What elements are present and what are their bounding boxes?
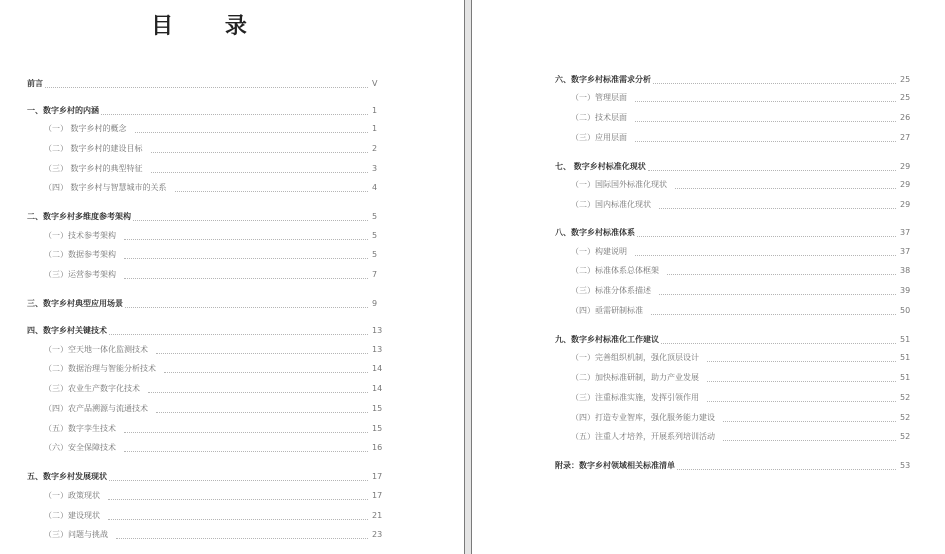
- toc-entry-page-number: 1: [372, 124, 378, 133]
- toc-entry-page-number: 50: [900, 306, 911, 315]
- toc-section-entry[interactable]: [555, 160, 914, 174]
- toc-entry-label: （六）安全保障技术: [44, 443, 116, 452]
- dot-leader: [675, 187, 896, 189]
- toc-entry-page-number: 37: [900, 247, 911, 256]
- toc-entry-page-number: 29: [900, 180, 911, 189]
- toc-entry-page-number: 13: [372, 345, 383, 354]
- dot-leader: [124, 431, 368, 433]
- toc-entry-label: 九、数字乡村标准化工作建议: [555, 335, 659, 344]
- toc-entry-page-number: 25: [900, 75, 911, 84]
- dot-leader: [151, 151, 368, 153]
- toc-entry-page-number: 23: [372, 530, 383, 539]
- toc-entry-page-number: 21: [372, 511, 383, 520]
- toc-entry-page-number: 9: [372, 299, 378, 308]
- toc-entry-label: 一、数字乡村的内涵: [27, 106, 99, 115]
- toc-entry-page-number: 5: [372, 231, 378, 240]
- toc-subsection-entry[interactable]: [44, 268, 386, 282]
- toc-subsection-entry[interactable]: [571, 351, 914, 365]
- toc-subsection-entry[interactable]: [44, 248, 386, 262]
- dot-leader: [124, 238, 368, 240]
- dot-leader: [707, 400, 896, 402]
- dot-leader: [125, 306, 368, 308]
- toc-entry-label: （二）加快标准研制，助力产业发展: [571, 373, 699, 382]
- toc-entry-label: （五）数字孪生技术: [44, 424, 116, 433]
- toc-entry-label: （二）技术层面: [571, 113, 627, 122]
- toc-entry-label: （三）注重标准实施，发挥引领作用: [571, 393, 699, 402]
- toc-entry-page-number: 53: [900, 461, 911, 470]
- toc-entry-page-number: 51: [900, 335, 911, 344]
- dot-leader: [108, 518, 368, 520]
- toc-entry-page-number: 37: [900, 228, 911, 237]
- toc-entry-label: （一）完善组织机制，强化顶层设计: [571, 353, 699, 362]
- dot-leader: [635, 100, 896, 102]
- toc-entry-label: 七、 数字乡村标准化现状: [555, 162, 646, 171]
- toc-section-entry[interactable]: [555, 459, 914, 473]
- toc-subsection-entry[interactable]: [571, 111, 914, 125]
- dot-leader: [667, 273, 896, 275]
- toc-entry-label: 八、数字乡村标准体系: [555, 228, 635, 237]
- toc-entry-page-number: 15: [372, 424, 383, 433]
- toc-entry-label: （三）问题与挑战: [44, 530, 108, 539]
- toc-section-entry[interactable]: [27, 104, 386, 118]
- toc-subsection-entry[interactable]: [571, 264, 914, 278]
- toc-section-entry[interactable]: [27, 324, 386, 338]
- toc-subsection-entry[interactable]: [571, 198, 914, 212]
- toc-entry-page-number: 15: [372, 404, 383, 413]
- dot-leader: [707, 360, 896, 362]
- dot-leader: [156, 411, 368, 413]
- toc-entry-page-number: 13: [372, 326, 383, 335]
- toc-subsection-entry[interactable]: [44, 181, 386, 195]
- toc-subsection-entry[interactable]: [44, 441, 386, 455]
- dot-leader: [109, 333, 368, 335]
- dot-leader: [648, 169, 896, 171]
- toc-entry-label: 前言: [27, 79, 43, 88]
- toc-entry-page-number: 3: [372, 164, 378, 173]
- toc-entry-page-number: 51: [900, 373, 911, 382]
- toc-section-entry[interactable]: [555, 73, 914, 87]
- toc-entry-label: （一）管理层面: [571, 93, 627, 102]
- toc-entry-label: （一）国际国外标准化现状: [571, 180, 667, 189]
- toc-section-entry[interactable]: [27, 210, 386, 224]
- toc-entry-label: （二）国内标准化现状: [571, 200, 651, 209]
- toc-subsection-entry[interactable]: [571, 91, 914, 105]
- toc-entry-label: （四）农产品溯源与流通技术: [44, 404, 148, 413]
- dot-leader: [707, 380, 896, 382]
- dot-leader: [659, 207, 896, 209]
- toc-entry-label: （一）技术参考架构: [44, 231, 116, 240]
- toc-subsection-entry[interactable]: [44, 362, 386, 376]
- toc-entry-label: （二）标准体系总体框架: [571, 266, 659, 275]
- toc-subsection-entry[interactable]: [44, 489, 386, 503]
- toc-subsection-entry[interactable]: [44, 162, 386, 176]
- toc-entry-label: 四、数字乡村关键技术: [27, 326, 107, 335]
- toc-section-entry[interactable]: [27, 470, 386, 484]
- toc-subsection-entry[interactable]: [44, 382, 386, 396]
- dot-leader: [653, 82, 896, 84]
- left-page: [0, 0, 464, 554]
- toc-entry-label: （三）农业生产数字化技术: [44, 384, 140, 393]
- toc-entry-page-number: 29: [900, 162, 911, 171]
- toc-entry-page-number: 14: [372, 384, 383, 393]
- dot-leader: [661, 342, 896, 344]
- toc-entry-page-number: 16: [372, 443, 383, 452]
- toc-entry-label: （一） 数字乡村的概念: [44, 124, 127, 133]
- toc-subsection-entry[interactable]: [571, 371, 914, 385]
- toc-section-entry[interactable]: [555, 226, 914, 240]
- right-page: [472, 0, 945, 554]
- dot-leader: [124, 277, 368, 279]
- toc-entry-page-number: 52: [900, 432, 911, 441]
- toc-subsection-entry[interactable]: [571, 391, 914, 405]
- toc-entry-page-number: 1: [372, 106, 378, 115]
- dot-leader: [45, 86, 368, 88]
- dot-leader: [135, 131, 368, 133]
- toc-subsection-entry[interactable]: [571, 178, 914, 192]
- toc-subsection-entry[interactable]: [571, 411, 914, 425]
- toc-entry-page-number: V: [372, 79, 378, 88]
- toc-entry-page-number: 4: [372, 183, 378, 192]
- toc-entry-page-number: 17: [372, 472, 383, 481]
- toc-entry-label: （一）构建说明: [571, 247, 627, 256]
- toc-section-entry[interactable]: [27, 77, 386, 91]
- toc-entry-label: （四）打造专业智库，强化服务能力建设: [571, 413, 715, 422]
- toc-entry-label: 二、数字乡村多维度参考架构: [27, 212, 131, 221]
- toc-entry-page-number: 5: [372, 212, 378, 221]
- toc-entry-page-number: 14: [372, 364, 383, 373]
- dot-leader: [124, 450, 368, 452]
- toc-subsection-entry[interactable]: [571, 430, 914, 444]
- toc-entry-label: （二）数据参考架构: [44, 250, 116, 259]
- toc-entry-label: （二） 数字乡村的建设目标: [44, 144, 143, 153]
- toc-entry-page-number: 7: [372, 270, 378, 279]
- toc-subsection-entry[interactable]: [44, 422, 386, 436]
- toc-entry-page-number: 29: [900, 200, 911, 209]
- dot-leader: [635, 140, 896, 142]
- dot-leader: [101, 113, 368, 115]
- toc-entry-page-number: 2: [372, 144, 378, 153]
- dot-leader: [133, 219, 368, 221]
- toc-entry-page-number: 52: [900, 413, 911, 422]
- dot-leader: [723, 420, 896, 422]
- toc-entry-page-number: 27: [900, 133, 911, 142]
- toc-section-entry[interactable]: [555, 333, 914, 347]
- toc-entry-label: （三）应用层面: [571, 133, 627, 142]
- dot-leader: [677, 468, 896, 470]
- dot-leader: [148, 391, 368, 393]
- dot-leader: [109, 479, 368, 481]
- toc-entry-label: （二）建设现状: [44, 511, 100, 520]
- toc-entry-label: 三、数字乡村典型应用场景: [27, 299, 123, 308]
- toc-entry-label: 六、数字乡村标准需求分析: [555, 75, 651, 84]
- toc-entry-label: （三）运营参考架构: [44, 270, 116, 279]
- toc-subsection-entry[interactable]: [44, 528, 386, 542]
- toc-entry-page-number: 5: [372, 250, 378, 259]
- dot-leader: [723, 439, 896, 441]
- toc-subsection-entry[interactable]: [571, 304, 914, 318]
- toc-subsection-entry[interactable]: [44, 343, 386, 357]
- toc-entry-label: （三） 数字乡村的典型特征: [44, 164, 143, 173]
- dot-leader: [651, 313, 896, 315]
- toc-subsection-entry[interactable]: [44, 402, 386, 416]
- toc-entry-label: （四）亟需研制标准: [571, 306, 643, 315]
- toc-subsection-entry[interactable]: [44, 229, 386, 243]
- toc-entry-page-number: 26: [900, 113, 911, 122]
- toc-title: 目 录: [151, 13, 269, 39]
- dot-leader: [637, 235, 896, 237]
- toc-entry-page-number: 52: [900, 393, 911, 402]
- dot-leader: [164, 371, 368, 373]
- toc-entry-page-number: 17: [372, 491, 383, 500]
- dot-leader: [635, 120, 896, 122]
- toc-subsection-entry[interactable]: [44, 122, 386, 136]
- toc-entry-label: （二）数据治理与智能分析技术: [44, 364, 156, 373]
- toc-entry-label: 五、数字乡村发展现状: [27, 472, 107, 481]
- toc-entry-page-number: 51: [900, 353, 911, 362]
- toc-subsection-entry[interactable]: [44, 142, 386, 156]
- dot-leader: [175, 190, 368, 192]
- toc-entry-label: （一）政策现状: [44, 491, 100, 500]
- toc-entry-label: 附录：数字乡村领域相关标准清单: [555, 461, 675, 470]
- toc-subsection-entry[interactable]: [571, 131, 914, 145]
- dot-leader: [116, 537, 368, 539]
- toc-entry-label: （三）标准分体系描述: [571, 286, 651, 295]
- toc-entry-page-number: 25: [900, 93, 911, 102]
- toc-subsection-entry[interactable]: [571, 245, 914, 259]
- toc-entry-label: （五）注重人才培养，开展系列培训活动: [571, 432, 715, 441]
- toc-entry-label: （四） 数字乡村与智慧城市的关系: [44, 183, 167, 192]
- toc-subsection-entry[interactable]: [44, 509, 386, 523]
- dot-leader: [151, 171, 368, 173]
- dot-leader: [659, 293, 896, 295]
- dot-leader: [124, 257, 368, 259]
- toc-section-entry[interactable]: [27, 297, 386, 311]
- dot-leader: [635, 254, 896, 256]
- toc-entry-label: （一）空天地一体化监测技术: [44, 345, 148, 354]
- toc-entry-page-number: 38: [900, 266, 911, 275]
- page-gutter-divider: [464, 0, 472, 554]
- toc-subsection-entry[interactable]: [571, 284, 914, 298]
- dot-leader: [156, 352, 368, 354]
- dot-leader: [108, 498, 368, 500]
- toc-entry-page-number: 39: [900, 286, 911, 295]
